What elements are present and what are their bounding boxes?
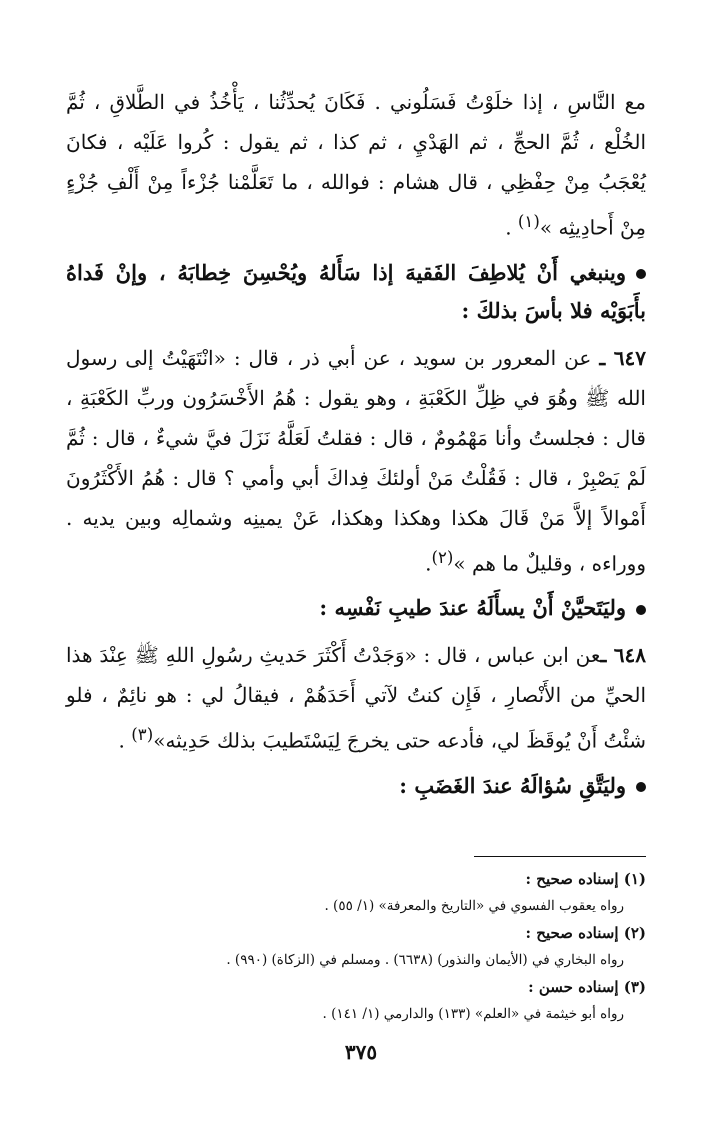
footnote-ref-3: (٣) bbox=[131, 725, 154, 745]
page-number: ٣٧٥ bbox=[344, 1040, 378, 1064]
main-text bbox=[66, 82, 646, 813]
footnote-3-title: (٣) إسناده حسن : bbox=[528, 978, 646, 996]
footnote-1-text: رواه يعقوب الفسوي في «التاريخ والمعرفة» (١/ ٥٥) . bbox=[324, 898, 624, 914]
bullet-icon bbox=[636, 269, 646, 279]
hadith-648: ٦٤٨ ـعن ابن عباس ، قال : «وَجَدْتُ أَكْثَرَ حَديثِ رسُولِ اللهِ ﷺ عِنْدَ هذا الحيِّ من الأَنْصارِ ، فَإِن كنتُ لآتي أَحَدَهُمْ ، فيقالُ لي : هو نائِمٌ ، فلو شئْتُ أَنْ يُوقَظَ لي، فأدعه حتى يخرجَ لِيَسْتَطيبَ بذلك حَدِيثه»$^{(٣)}$ . bbox=[66, 643, 646, 753]
footnote-ref-1: (١) bbox=[517, 212, 540, 231]
section-heading-2: وليَتَحيَّنْ أَنْ يسأَلَهُ عندَ طيبِ نَفْسِه : bbox=[66, 589, 646, 627]
footnote-separator bbox=[474, 856, 646, 857]
footnote-3-text: رواه أبو خيثمة في «العلم» (١٣٣) والدارمي (١/ ١٤١) . bbox=[322, 1006, 624, 1022]
hadith-number-647: ٦٤٧ ـ bbox=[599, 345, 646, 370]
footnote-1-title: (١) إسناده صحيح : bbox=[525, 870, 646, 888]
hadith-number-648: ٦٤٨ ـ bbox=[600, 643, 646, 668]
hadith-647: ٦٤٧ ـ عن المعرور بن سويد ، عن أبي ذر ، قال : «انْتَهَيْتُ إلى رسول الله ﷺ وهُوَ في ظِلِّ الكَعْبَةِ ، وهو يقول : هُمُ الأَخْسَرُون وربِّ الكَعْبَةِ ، قال : فجلستُ وأنا مَهْمُومٌ ، قال : فقلتُ لَعَلَّهُ نَزَلَ فيَّ شيءٌ ، قال : ثُمَّ لَمْ يَصْبِرْ ، قال : فَقُلْتُ مَنْ أولئكَ فِداكَ أبي وأمي ؟ قال : هُمُ الأَكْثَرُونَ أَمْوالاً إلاَّ مَنْ قَالَ هكذا وهكذا وهكذا، عَنْ يمينِه وشمالِه وبين يديه . ووراءه ، وقليلٌ ما هم »$^{(٢)}$. bbox=[66, 345, 646, 576]
footnote-2-title: (٢) إسناده صحيح : bbox=[525, 924, 646, 942]
bullet-icon bbox=[636, 782, 646, 792]
footnote-ref-2: (٢) bbox=[431, 547, 454, 567]
section-heading-1: وينبغي أَنْ يُلاطِفَ الفَقيهَ إذا سَأَلهُ ويُحْسِنَ خِطابَهُ ، وإنْ فَداهُ بأَبَوَيْه فلا بأسَ بذلكَ : bbox=[66, 259, 646, 323]
footnotes bbox=[66, 866, 646, 1028]
bullet-icon bbox=[636, 605, 646, 615]
footnote-2-text: رواه البخاري في (الأيمان والنذور) (٦٦٣٨) . ومسلم في (الزكاة) (٩٩٠) . bbox=[226, 952, 624, 968]
paragraph-continuation: مع النَّاسِ ، إذا خلَوْتُ فَسَلُوني . فَكَانَ يُحدِّثُنا ، يَأْخُذُ في الطَّلاقِ ، ثُمَّ الخُلْع ، ثُمَّ الحجِّ ، ثم الهَدْيِ ، ثم كذا ، ثم يقول : كُروا عَلَيْه ، فكانَ يُعْجَبُ مِنْ حِفْظِي ، قال هشام : فوالله ، ما تَعَلَّمْنا جُزْءاً مِنْ أَلْفِ جُزْءٍ مِنْ أَحادِيثِه »$^{(١)}$ . bbox=[66, 90, 646, 240]
section-heading-3: وليَتَّقِ سُؤالَهُ عندَ الغَضَبِ : bbox=[66, 767, 646, 805]
